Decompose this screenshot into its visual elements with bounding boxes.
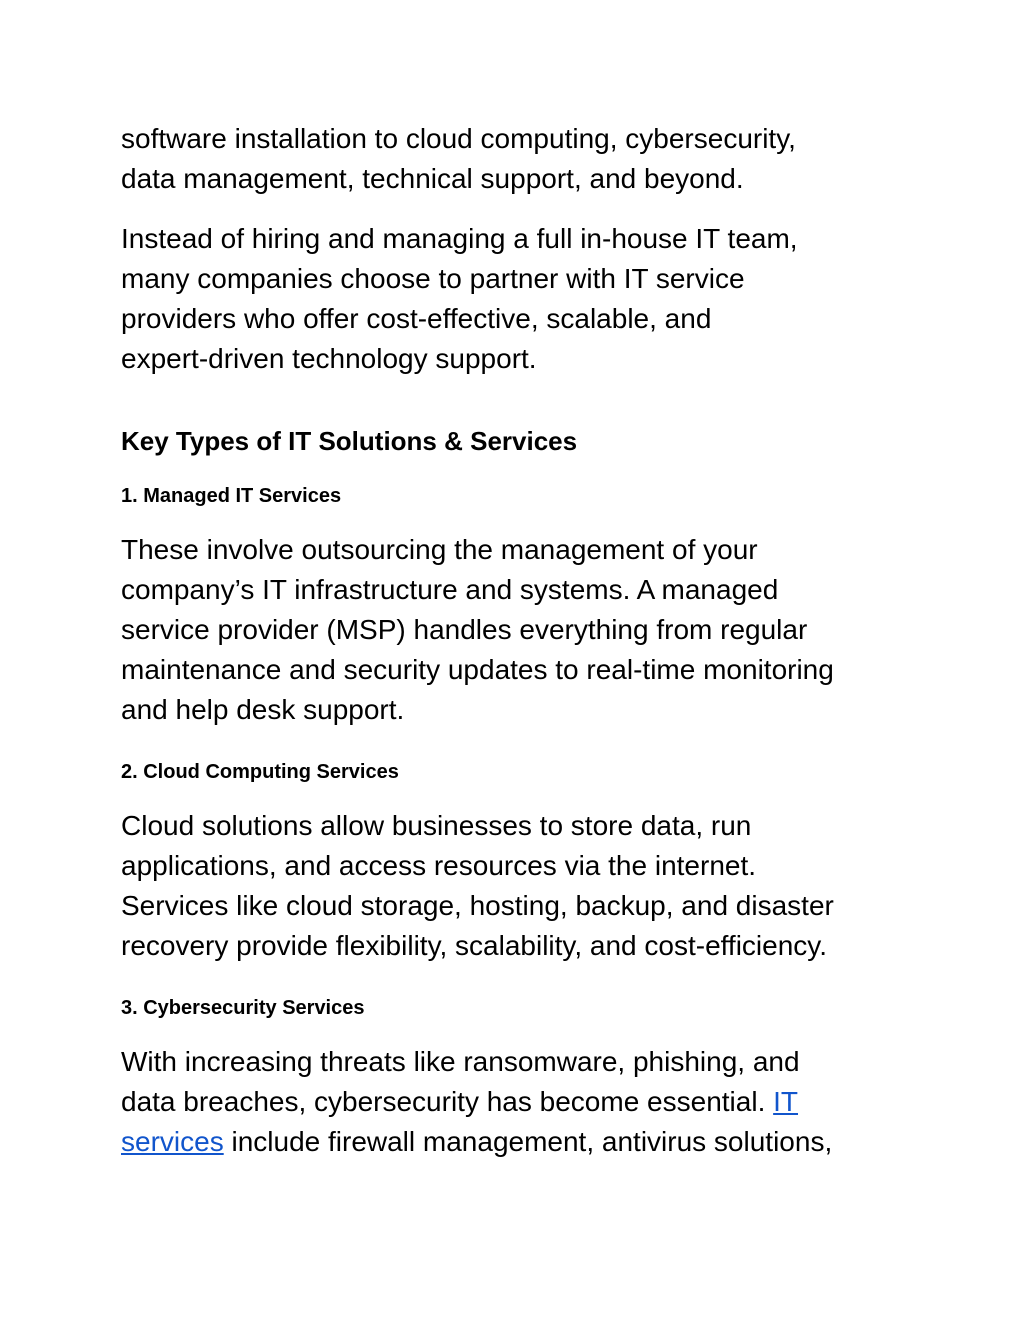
managed-it-services-heading: 1. Managed IT Services: [121, 485, 342, 507]
it-services-link-part1[interactable]: IT: [773, 1086, 799, 1117]
cybersecurity-text-after-link: include firewall management, antivirus solutions,: [223, 1126, 833, 1157]
cybersecurity-services-heading: 3. Cybersecurity Services: [121, 997, 365, 1019]
document-content: [121, 119, 911, 1162]
cybersecurity-services-paragraph: [121, 1042, 911, 1162]
partner-paragraph: Instead of hiring and managing a full in-house IT team, many companies choose to partner with IT service providers who offer cost-effective, scalable, and expert-driven technology support.: [121, 223, 798, 374]
intro-paragraph: software installation to cloud computing, cybersecurity, data management, technical support, and beyond.: [121, 123, 796, 194]
cybersecurity-text-before-link: With increasing threats like ransomware, phishing, and data breaches, cybersecurity has become essential.: [121, 1046, 800, 1117]
it-services-link-part2[interactable]: services: [121, 1126, 224, 1157]
section-heading: Key Types of IT Solutions & Services: [121, 426, 578, 456]
cloud-computing-services-paragraph: Cloud solutions allow businesses to store data, run applications, and access resources via the internet. Services like cloud storage, hosting, backup, and disaster recovery provide flexibility, scalability, and cost-efficiency.: [121, 810, 834, 961]
managed-it-services-paragraph: These involve outsourcing the management of your company’s IT infrastructure and systems. A managed service provider (MSP) handles everything from regular maintenance and security updates to real-time monitoring and help desk support.: [121, 534, 834, 725]
cloud-computing-services-heading: 2. Cloud Computing Services: [121, 761, 399, 783]
